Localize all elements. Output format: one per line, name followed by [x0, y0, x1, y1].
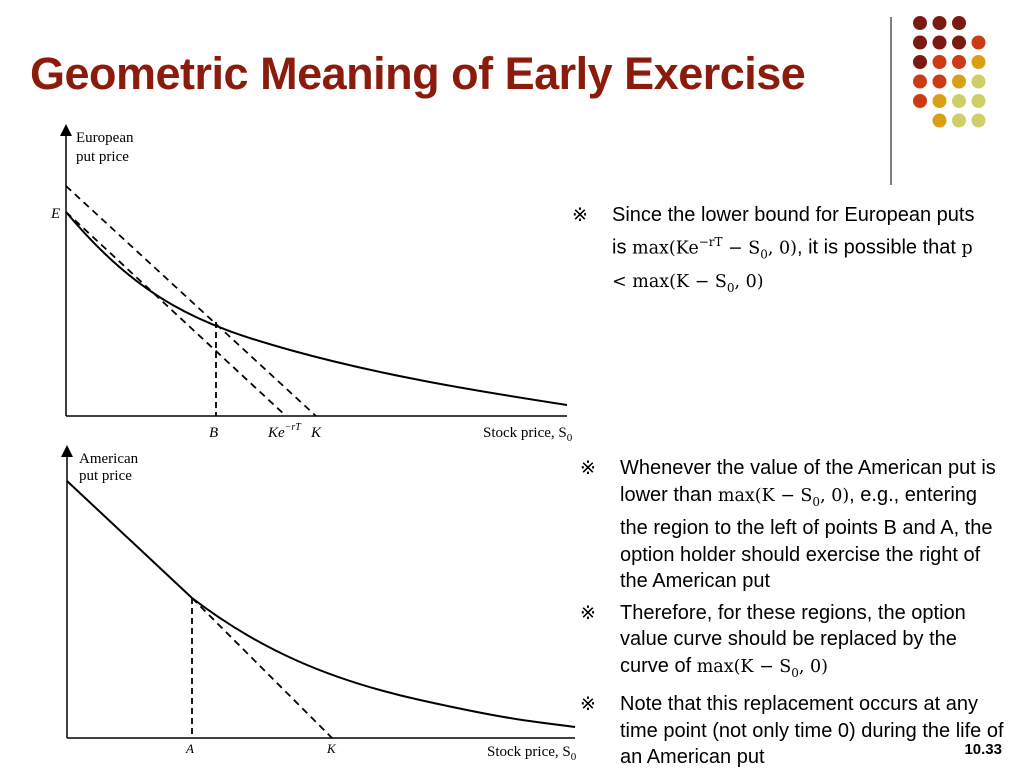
intrinsic-value-segment	[67, 481, 192, 598]
decorative-dot	[933, 55, 947, 69]
decorative-dot	[952, 94, 966, 108]
bullet-text: , it is possible that	[797, 236, 962, 259]
math-expression: max(K − S	[696, 656, 792, 677]
decorative-dot	[933, 114, 947, 128]
x-axis-label: Stock price, $S_0$	[483, 425, 573, 444]
american-put-graph	[0, 445, 600, 768]
decorative-dot	[952, 114, 966, 128]
bullet-item	[580, 600, 1008, 687]
decorative-dot	[972, 94, 986, 108]
european-put-value-curve	[66, 212, 567, 405]
bullet-item	[572, 202, 992, 301]
bullet-item	[580, 691, 1008, 771]
y-intercept-label-e: E	[51, 206, 61, 222]
american-put-value-curve	[192, 598, 575, 727]
y-axis-label-line1: American	[79, 451, 139, 467]
y-axis-label-line2: put price	[79, 468, 132, 484]
decorative-dot	[913, 16, 927, 30]
intrinsic-value-dashed-line	[192, 598, 332, 738]
decorative-dot	[913, 55, 927, 69]
math-expression: −rT	[698, 234, 723, 249]
decorative-dot	[933, 94, 947, 108]
decorative-dot	[972, 36, 986, 50]
decorative-dot	[952, 55, 966, 69]
decorative-dot	[972, 55, 986, 69]
x-tick-label-k: K	[327, 741, 336, 756]
math-expression: 0	[726, 280, 735, 295]
y-axis-label-line2: put price	[76, 149, 129, 165]
page-number: 10.33	[964, 741, 1002, 758]
math-expression: max(Ke	[632, 238, 699, 259]
decorative-dot	[952, 16, 966, 30]
decorative-dot	[913, 75, 927, 89]
math-expression: 0	[760, 247, 768, 262]
math-expression: − S	[722, 238, 761, 259]
bullet-text: Therefore, for these regions, the option value curve should be replaced by the curve of	[620, 601, 966, 677]
y-axis-label-line1: European	[76, 130, 134, 146]
x-tick-label-ke-rt: $Ke^{-rT}$	[268, 422, 301, 441]
decorative-dot	[933, 75, 947, 89]
decorative-dot	[972, 114, 986, 128]
decorative-dot	[913, 36, 927, 50]
bullet-mark-icon: ※	[580, 601, 596, 624]
decorative-dot	[952, 75, 966, 89]
decorative-dot	[933, 16, 947, 30]
x-tick-label-a: A	[186, 741, 194, 756]
math-expression: , 0)	[767, 238, 797, 259]
math-expression: , 0)	[734, 271, 764, 292]
bullet-text: , e.g., entering the region to the left of points B and A, the option holder should exercise the right of the American put	[620, 483, 993, 592]
decorative-dot	[972, 75, 986, 89]
math-expression: , 0)	[820, 485, 850, 506]
lower-bound-dashed-line-k	[66, 186, 316, 416]
slide-title: Geometric Meaning of Early Exercise	[30, 48, 806, 99]
bullet-mark-icon: ※	[580, 457, 596, 479]
x-tick-label-k: K	[311, 425, 322, 441]
bullet-text: Whenever the value of the American put is lower than	[620, 457, 996, 506]
math-expression: , 0)	[798, 656, 829, 677]
bullet-mark-icon: ※	[572, 204, 588, 226]
math-expression: p < max(K − S	[612, 238, 973, 292]
decorative-dot	[913, 94, 927, 108]
math-expression: 0	[812, 494, 821, 509]
bullet-text: Note that this replacement occurs at any time point (not only time 0) during the life of an American put	[620, 693, 1004, 768]
decorative-dot	[933, 36, 947, 50]
bullet-mark-icon: ※	[580, 693, 596, 715]
math-expression: max(K − S	[717, 485, 813, 506]
bullet-item	[580, 455, 1008, 595]
math-expression: 0	[791, 665, 799, 680]
bullet-text: Since the lower bound for European puts is	[612, 204, 975, 259]
lower-bound-dashed-line-ke-rt	[66, 212, 286, 416]
x-axis-label: Stock price, $S_0$	[487, 744, 577, 763]
x-tick-label-b: B	[209, 425, 219, 441]
decorative-dot	[952, 36, 966, 50]
top-bullet-list	[572, 202, 992, 306]
european-put-graph	[0, 0, 600, 445]
bottom-bullet-list	[580, 455, 1008, 776]
